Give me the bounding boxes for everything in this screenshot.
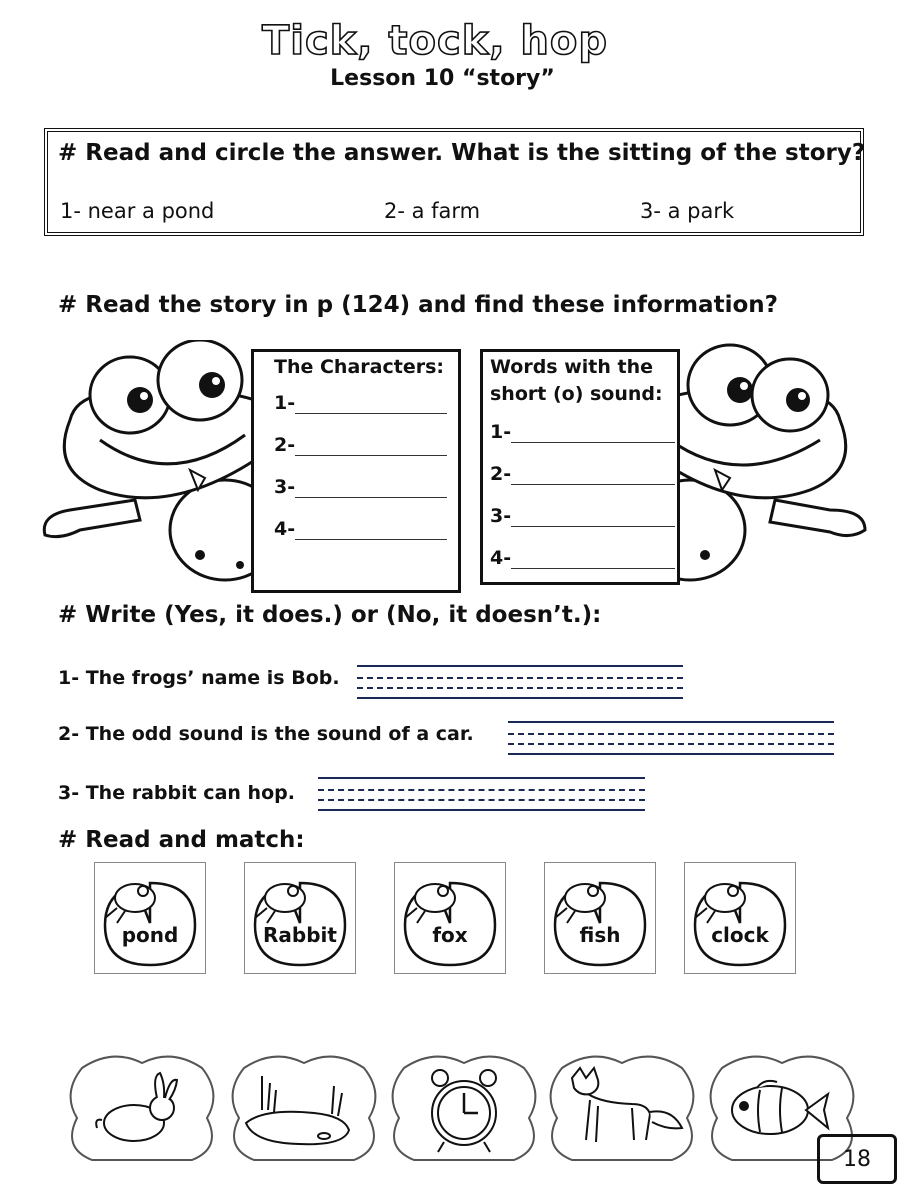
question-3: 3- The rabbit can hop. [58, 782, 295, 804]
answer-line-2[interactable] [508, 721, 834, 755]
character-line-label: 2- [274, 434, 296, 456]
setting-option-park[interactable]: 3- a park [640, 199, 735, 223]
character-line-label: 1- [274, 392, 296, 414]
yes-no-heading: # Write (Yes, it does.) or (No, it doesn’t.): [58, 602, 602, 628]
short-o-line-2[interactable] [490, 463, 675, 485]
setting-question: # Read and circle the answer. What is the sitting of the story? [58, 140, 866, 166]
picture-rabbit[interactable] [62, 1048, 222, 1166]
worksheet-title: Tick, tock, hop [261, 18, 609, 64]
match-word-label: clock [711, 923, 769, 947]
lily-pad-frog-icon [245, 863, 355, 973]
page-number: 18 [817, 1134, 897, 1184]
find-information-heading: # Read the story in p (124) and find these information? [58, 292, 778, 318]
setting-option-pond[interactable]: 1- near a pond [60, 199, 215, 223]
question-1: 1- The frogs’ name is Bob. [58, 667, 340, 689]
read-and-match-heading: # Read and match: [58, 827, 305, 853]
short-o-line-label: 3- [490, 505, 512, 527]
short-o-line-label: 4- [490, 547, 512, 569]
question-2: 2- The odd sound is the sound of a car. [58, 723, 474, 745]
picture-fox[interactable] [542, 1048, 702, 1166]
picture-clock[interactable] [384, 1048, 544, 1166]
character-line-2[interactable] [274, 434, 447, 456]
match-word-label: fish [579, 923, 621, 947]
match-word-pond[interactable] [94, 862, 206, 974]
match-word-label: Rabbit [263, 923, 337, 947]
picture-pond[interactable] [224, 1048, 384, 1166]
lily-pad-frog-icon [95, 863, 205, 973]
short-o-title-line1: Words with the [490, 356, 654, 378]
lily-pad-frog-icon [545, 863, 655, 973]
match-word-fox[interactable] [394, 862, 506, 974]
short-o-line-1[interactable] [490, 421, 675, 443]
answer-line-3[interactable] [318, 777, 645, 811]
answer-line-1[interactable] [357, 665, 683, 699]
characters-title: The Characters: [274, 356, 444, 378]
match-word-clock[interactable] [684, 862, 796, 974]
left-frog-illustration [40, 340, 270, 590]
short-o-line-3[interactable] [490, 505, 675, 527]
match-word-label: pond [121, 923, 179, 947]
match-word-label: fox [432, 923, 468, 947]
short-o-line-label: 2- [490, 463, 512, 485]
lily-pad-frog-icon [685, 863, 795, 973]
setting-option-farm[interactable]: 2- a farm [384, 199, 481, 223]
character-line-label: 3- [274, 476, 296, 498]
match-word-rabbit[interactable] [244, 862, 356, 974]
lily-pad-frog-icon [395, 863, 505, 973]
characters-card [251, 349, 461, 593]
lesson-subtitle: Lesson 10 “story” [330, 66, 555, 91]
short-o-title-line2: short (o) sound: [490, 383, 663, 405]
short-o-line-label: 1- [490, 421, 512, 443]
short-o-line-4[interactable] [490, 547, 675, 569]
character-line-label: 4- [274, 518, 296, 540]
character-line-1[interactable] [274, 392, 447, 414]
character-line-4[interactable] [274, 518, 447, 540]
character-line-3[interactable] [274, 476, 447, 498]
match-word-fish[interactable] [544, 862, 656, 974]
